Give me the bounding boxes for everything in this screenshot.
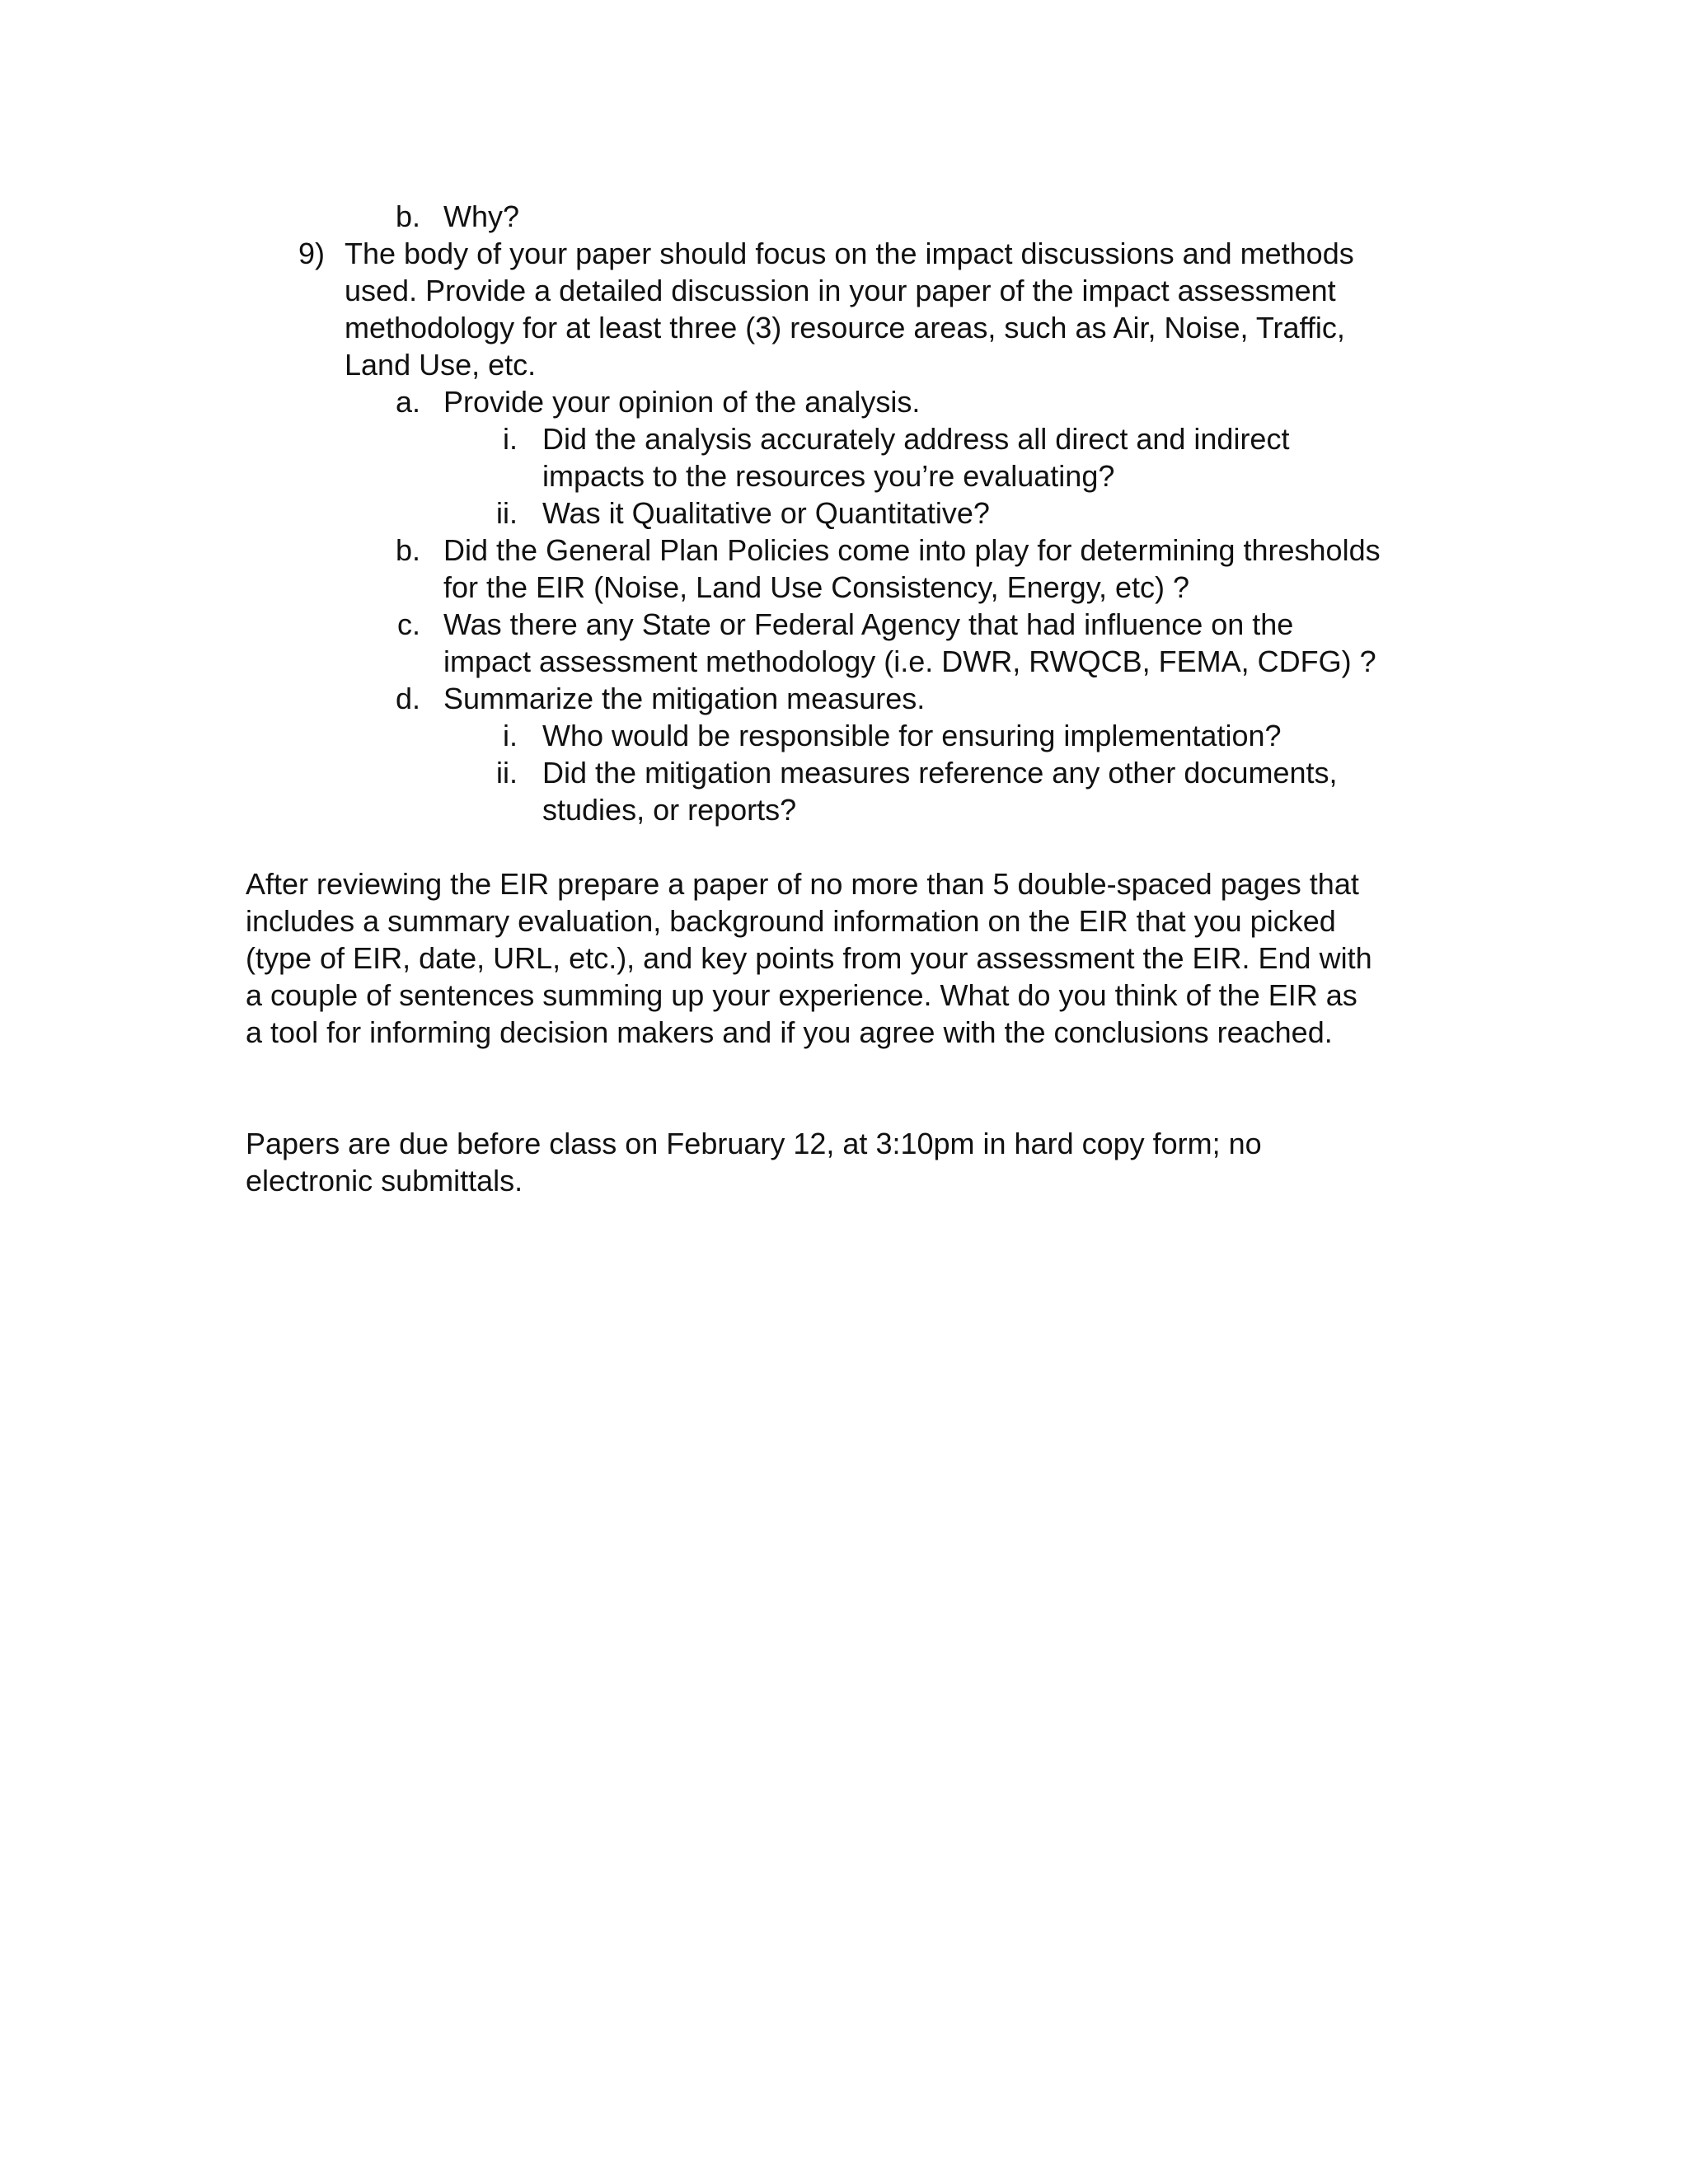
list-item-text: Who would be responsible for ensuring implementation? [542,719,1282,752]
list-item-line: Did the General Plan Policies come into play for determining thresholds [443,533,1381,567]
list-marker: a. [395,385,420,419]
paragraph-line: After reviewing the EIR prepare a paper of no more than 5 double-spaced pages that [246,867,1359,901]
review-paragraph [246,865,1449,1051]
list-marker: ii. [496,756,518,790]
paragraph-line: electronic submittals. [246,1164,523,1197]
list-marker: i. [503,719,518,752]
paragraph-line: a couple of sentences summing up your experience. What do you think of the EIR as [246,978,1357,1012]
list-marker: b. [395,199,420,233]
list-item-line: studies, or reports? [542,793,797,827]
paragraph-line: Papers are due before class on February 12, at 3:10pm in hard copy form; no [246,1127,1262,1160]
paragraph-line: a tool for informing decision makers and if you agree with the conclusions reached. [246,1015,1333,1049]
due-date-paragraph [246,1125,1449,1199]
list-item-line: for the EIR (Noise, Land Use Consistency, Energy, etc) ? [443,570,1190,604]
list-item-line: Did the analysis accurately address all direct and indirect [542,422,1290,456]
paragraph-line: includes a summary evaluation, background information on the EIR that you picked [246,904,1336,938]
list-item-line: The body of your paper should focus on the impact discussions and methods [345,237,1354,270]
list-item-line: Was there any State or Federal Agency that had influence on the [443,607,1294,641]
list-item-line: Land Use, etc. [345,348,537,382]
list-item-line: impact assessment methodology (i.e. DWR, RWQCB, FEMA, CDFG) ? [443,644,1376,678]
list-item-text: Provide your opinion of the analysis. [443,385,921,419]
list-marker: i. [503,422,518,456]
list-item-line: impacts to the resources you’re evaluating? [542,459,1115,493]
list-item-text: Was it Qualitative or Quantitative? [542,496,990,530]
list-item-text: Why? [443,199,520,233]
list-marker: 9) [298,237,325,270]
list-marker: ii. [496,496,518,530]
list-item-text: Summarize the mitigation measures. [443,682,926,715]
list-item-line: used. Provide a detailed discussion in your paper of the impact assessment [345,274,1336,307]
paragraph-line: (type of EIR, date, URL, etc.), and key points from your assessment the EIR. End with [246,941,1372,975]
list-item-line: Did the mitigation measures reference any other documents, [542,756,1338,790]
list-item-line: methodology for at least three (3) resource areas, such as Air, Noise, Traffic, [345,311,1345,344]
list-marker: b. [395,533,420,567]
list-marker: d. [395,682,420,715]
list-marker: c. [396,607,420,641]
